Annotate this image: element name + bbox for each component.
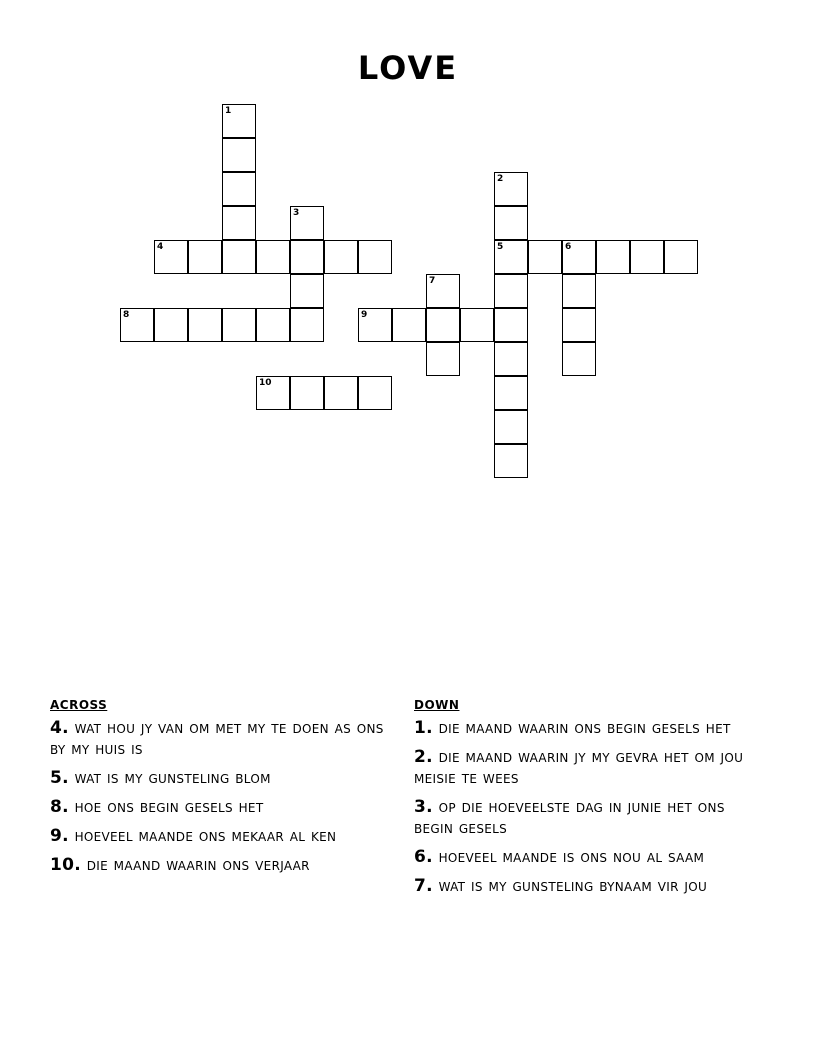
clue-text: die maand waarin jy my gevra het om jou meisie te wees: [414, 747, 744, 788]
crossword-cell[interactable]: [358, 376, 392, 410]
clues-down-list: [414, 718, 754, 897]
clue-item: [50, 718, 390, 760]
clue-number: 7.: [414, 876, 433, 896]
clue-number: 10.: [50, 855, 82, 875]
clues-down-heading: down: [414, 694, 460, 714]
crossword-cell[interactable]: [494, 274, 528, 308]
clue-item: [50, 768, 390, 789]
clue-item: [50, 855, 390, 876]
crossword-cell[interactable]: [222, 206, 256, 240]
clue-text: wat hou jy van om met my te doen as ons by my huis is: [50, 718, 384, 759]
crossword-cell[interactable]: [494, 308, 528, 342]
crossword-cell[interactable]: [460, 308, 494, 342]
crossword-cell[interactable]: [324, 376, 358, 410]
clue-item: [414, 718, 754, 739]
page-title: love: [357, 36, 459, 90]
crossword-cell[interactable]: [222, 240, 256, 274]
crossword-cell[interactable]: [290, 240, 324, 274]
crossword-cell[interactable]: [494, 342, 528, 376]
crossword-cell[interactable]: [222, 138, 256, 172]
crossword-cell-number: 5: [497, 242, 504, 252]
crossword-cell[interactable]: [630, 240, 664, 274]
clue-number: 2.: [414, 747, 433, 767]
clue-number: 4.: [50, 718, 69, 738]
clue-text: die maand waarin ons verjaar: [81, 855, 310, 875]
clue-text: hoeveel maande is ons nou al saam: [432, 847, 705, 867]
crossword-cell-number: 2: [497, 174, 504, 184]
crossword-cell-number: 7: [429, 276, 436, 286]
clue-text: hoeveel maande ons mekaar al ken: [68, 826, 337, 846]
clue-item: [414, 876, 754, 897]
crossword-cell-number: 10: [259, 378, 272, 388]
clue-item: [414, 747, 754, 789]
crossword-cell[interactable]: [562, 342, 596, 376]
crossword-cell[interactable]: [256, 308, 290, 342]
clue-text: wat is my gunsteling bynaam vir jou: [432, 876, 708, 896]
crossword-cell-number: 1: [225, 106, 232, 116]
crossword-grid: [0, 104, 816, 504]
clue-number: 6.: [414, 847, 433, 867]
clue-number: 1.: [414, 718, 433, 738]
crossword-cell[interactable]: [426, 308, 460, 342]
clues-down-column: [414, 694, 754, 905]
clue-item: [414, 847, 754, 868]
crossword-cell[interactable]: [494, 410, 528, 444]
clues-across-heading: across: [50, 694, 108, 714]
crossword-cell[interactable]: [324, 240, 358, 274]
crossword-cell[interactable]: [562, 308, 596, 342]
crossword-cell[interactable]: [188, 308, 222, 342]
clues-across-list: [50, 718, 390, 876]
crossword-cell-number: 8: [123, 310, 130, 320]
crossword-cell[interactable]: [494, 376, 528, 410]
crossword-cell-number: 9: [361, 310, 368, 320]
crossword-cell[interactable]: [494, 444, 528, 478]
crossword-cell[interactable]: [154, 308, 188, 342]
crossword-cell[interactable]: [256, 240, 290, 274]
crossword-cell[interactable]: [222, 172, 256, 206]
clue-item: [50, 797, 390, 818]
crossword-cell[interactable]: [494, 206, 528, 240]
clue-number: 3.: [414, 797, 433, 817]
crossword-cell-number: 4: [157, 242, 164, 252]
clue-number: 9.: [50, 826, 69, 846]
crossword-cell[interactable]: [596, 240, 630, 274]
crossword-cell[interactable]: [188, 240, 222, 274]
clue-text: op die hoeveelste dag in junie het ons begin gesels: [414, 797, 725, 838]
crossword-cell[interactable]: [562, 274, 596, 308]
clue-text: wat is my gunsteling blom: [68, 768, 271, 788]
clue-number: 8.: [50, 797, 69, 817]
clues-section: [0, 694, 816, 984]
clue-text: hoe ons begin gesels het: [68, 797, 264, 817]
crossword-cell[interactable]: [290, 308, 324, 342]
clue-number: 5.: [50, 768, 69, 788]
crossword-cell[interactable]: [290, 274, 324, 308]
crossword-cell[interactable]: [528, 240, 562, 274]
crossword-cell[interactable]: [392, 308, 426, 342]
crossword-cell[interactable]: [358, 240, 392, 274]
crossword-cell[interactable]: [664, 240, 698, 274]
crossword-cell[interactable]: [222, 308, 256, 342]
clue-text: die maand waarin ons begin gesels het: [432, 718, 731, 738]
crossword-cell-number: 6: [565, 242, 572, 252]
clue-item: [50, 826, 390, 847]
crossword-cell-number: 3: [293, 208, 300, 218]
crossword-cell[interactable]: [426, 342, 460, 376]
crossword-cell[interactable]: [290, 376, 324, 410]
clue-item: [414, 797, 754, 839]
clues-across-column: [50, 694, 390, 884]
